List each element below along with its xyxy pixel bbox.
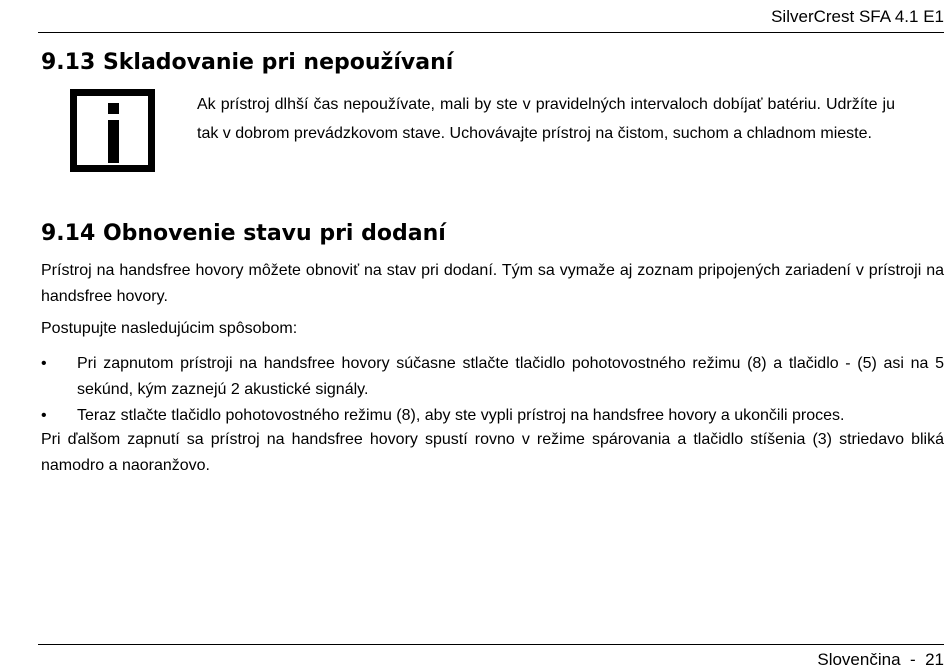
steps-list — [41, 351, 944, 429]
outro-paragraph: Pri ďalšom zapnutí sa prístroj na handsfree hovory spustí rovno v režime spárovania a tlačidlo stíšenia (3) striedavo bliká namodro a naoranžovo. — [41, 431, 944, 474]
list-item — [41, 351, 944, 403]
step-text: Pri zapnutom prístroji na handsfree hovory súčasne stlačte tlačidlo pohotovostného režimu (8) a tlačidlo - (5) asi na 5 sekúnd, kým zaznejú 2 akustické signály. — [77, 355, 944, 398]
bullet-icon: • — [41, 355, 47, 372]
header-product-name: SilverCrest SFA 4.1 E1 — [771, 7, 944, 26]
step-text: Teraz stlačte tlačidlo pohotovostného režimu (8), aby ste vypli prístroj na handsfree hovory a ukončili proces. — [77, 407, 845, 424]
footer-page-label: Slovenčina - 21 — [817, 650, 944, 669]
steps-intro-paragraph: Postupujte nasledujúcim spôsobom: — [41, 320, 298, 337]
page-footer — [38, 644, 944, 671]
bullet-icon: • — [41, 407, 47, 424]
list-item — [41, 403, 944, 429]
section-title-9-13: 9.13 Skladovanie pri nepoužívaní — [41, 50, 454, 75]
info-icon-stem — [108, 120, 119, 163]
info-icon — [70, 89, 155, 172]
info-paragraph: Ak prístroj dlhší čas nepoužívate, mali by ste v pravidelných intervaloch dobíjať batériu. Udržíte ju tak v dobrom prevádzkovom stave. Uchovávajte prístroj na čistom, suchom a chladnom mieste. — [197, 96, 895, 142]
page-header — [38, 0, 944, 33]
section-title-9-14: 9.14 Obnovenie stavu pri dodaní — [41, 221, 446, 246]
info-icon-dot — [108, 103, 119, 114]
intro-paragraph: Prístroj na handsfree hovory môžete obnoviť na stav pri dodaní. Tým sa vymaže aj zoznam pripojených zariadení v prístroji na handsfree hovory. — [41, 262, 944, 305]
